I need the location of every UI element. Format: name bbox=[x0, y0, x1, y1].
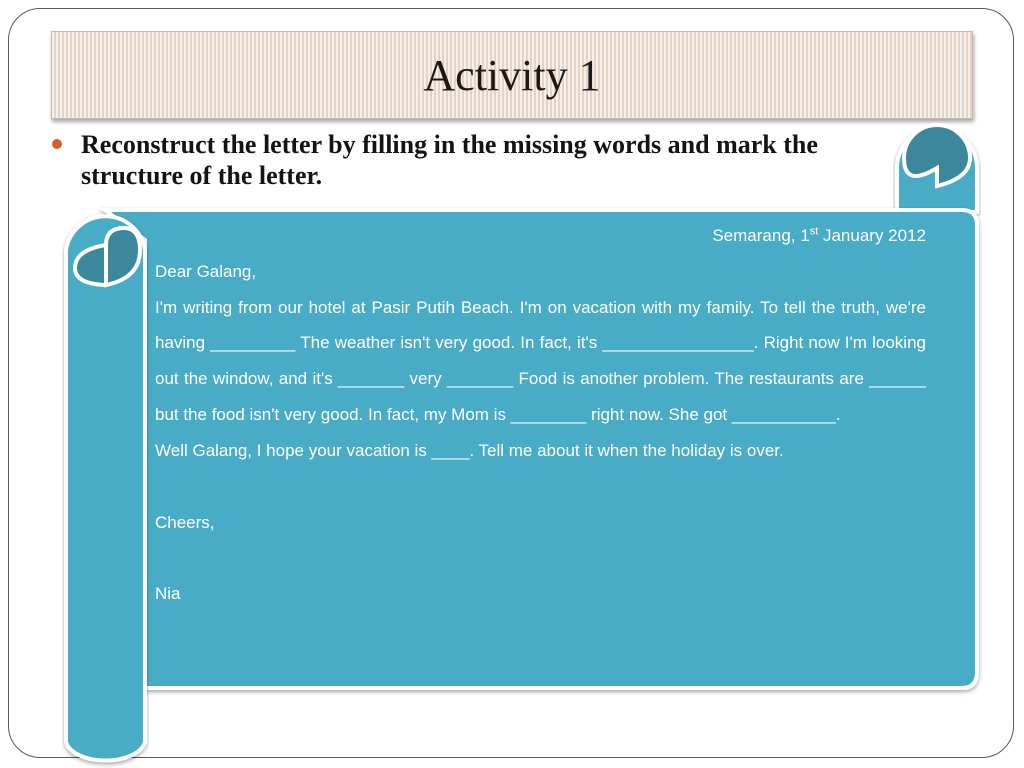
spacer bbox=[155, 540, 926, 576]
scroll-top-curl-icon bbox=[904, 125, 970, 186]
instruction-text: Reconstruct the letter by filling in the missing words and mark the structure of the letter. bbox=[81, 130, 818, 190]
letter-closing-paragraph: Well Galang, I hope your vacation is ____. Tell me about it when the holiday is over. bbox=[155, 440, 784, 460]
letter-signature: Nia bbox=[155, 584, 181, 604]
spacer bbox=[155, 469, 926, 505]
scroll-left-roll bbox=[66, 216, 145, 760]
letter-content bbox=[155, 218, 926, 612]
slide-title: Activity 1 bbox=[423, 50, 601, 100]
date-suffix: st bbox=[809, 225, 819, 238]
date-place: Semarang, 1 bbox=[712, 226, 810, 245]
letter-body: I'm writing from our hotel at Pasir Putih Beach. I'm on vacation with my family. To tell the truth, we're having _________ The weather isn't very good. In fact, it's ________________. Right now I'm looking out the window, and it's _______ very _______ Food is another problem. The restaurants are ______ but the food isn't very good. In fact, my Mom is ________ right now. She got ___________. bbox=[155, 297, 926, 424]
letter-sign-off: Cheers, bbox=[155, 512, 215, 532]
date-month-year: January 2012 bbox=[818, 226, 926, 245]
letter-date bbox=[155, 218, 926, 254]
letter-salutation: Dear Galang, bbox=[155, 261, 257, 281]
